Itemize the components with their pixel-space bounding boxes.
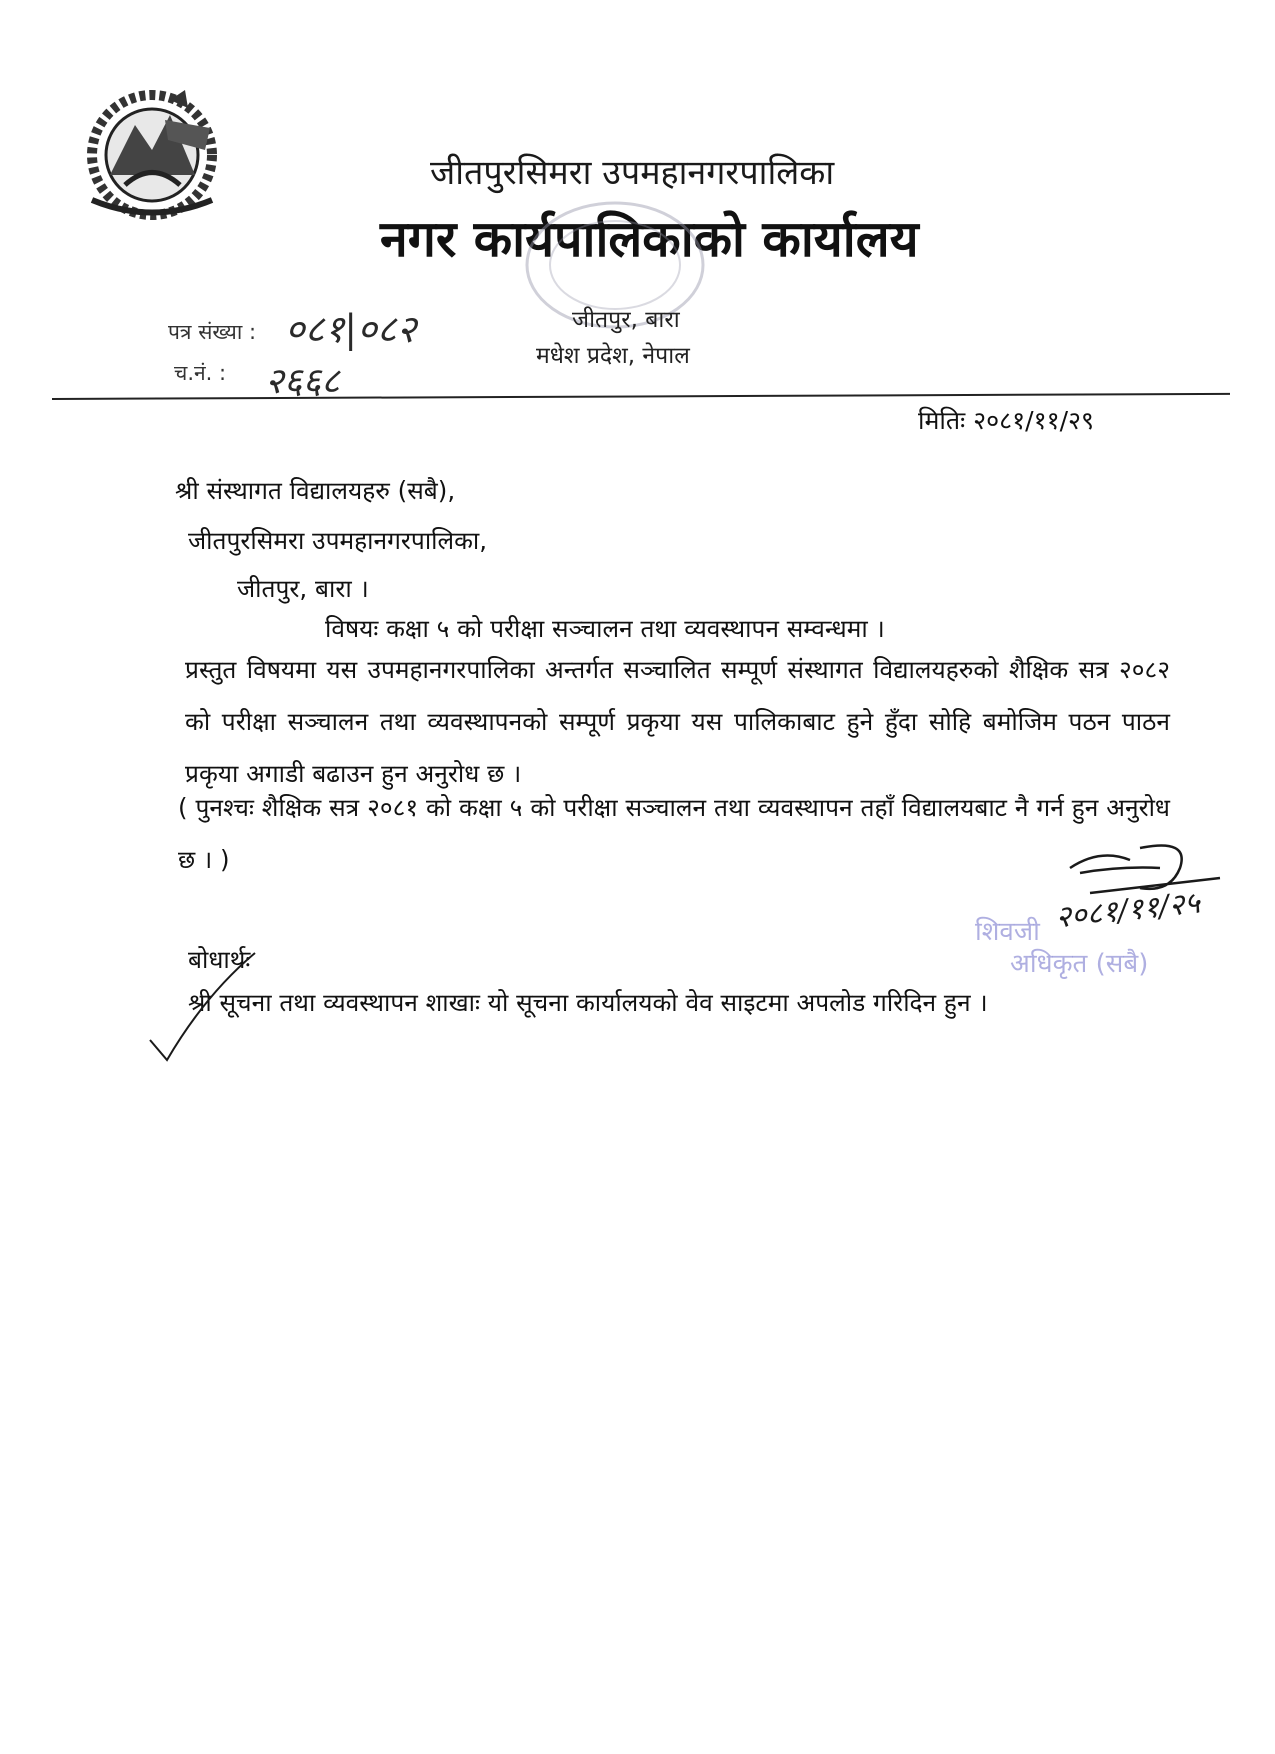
body-paragraph-1: प्रस्तुत विषयमा यस उपमहानगरपालिका अन्तर्गत सञ्चालित सम्पूर्ण संस्थागत विद्यालयहरुको शैक्षिक सत्र २०८२ को परीक्षा सञ्चालन तथा व्यवस्थापनको सम्पूर्ण प्रकृया यस पालिकाबाट हुने हुँदा सोहि बमोजिम पठन पाठन प्रकृया अगाडी बढाउन हुन अनुरोध छ ।	[185, 655, 1170, 788]
office-title: नगर कार्यपालिकाको कार्यालय	[380, 210, 919, 268]
recipient-line-3: जीतपुर, बारा ।	[237, 574, 369, 603]
signature-stamp-name: शिवजी	[975, 917, 1040, 947]
municipality-name: जीतपुरसिमरा उपमहानगरपालिका	[430, 153, 835, 193]
recipient-line-2: जीतपुरसिमरा उपमहानगरपालिका,	[188, 526, 488, 555]
signature-stamp-title: अधिकृत (सबै)	[1010, 949, 1149, 979]
address-province: मधेश प्रदेश, नेपाल	[536, 343, 690, 369]
letter-number-label: पत्र संख्या :	[168, 320, 257, 344]
checkmark-icon	[145, 945, 275, 1065]
header-divider	[52, 393, 1230, 400]
dispatch-number-label: च.नं. :	[174, 361, 227, 385]
body-paragraph-2: ( पुनश्चः शैक्षिक सत्र २०८१ को कक्षा ५ को परीक्षा सञ्चालन तथा व्यवस्थापन तहाँ विद्यालयबाट नै गर्न हुन अनुरोध छ । )	[178, 793, 1170, 874]
recipient-line-1: श्री संस्थागत विद्यालयहरु (सबै),	[175, 476, 456, 505]
signature-date: २०८१/११/२५	[1053, 885, 1202, 936]
letter-number-value: ०८१|०८२	[285, 307, 417, 351]
dispatch-number-value: २६६८	[265, 361, 340, 402]
subject-line: विषयः कक्षा ५ को परीक्षा सञ्चालन तथा व्यवस्थापन सम्वन्धमा ।	[325, 614, 885, 643]
cc-label: बोधार्थः	[188, 945, 251, 974]
nepal-emblem-icon	[70, 80, 235, 220]
address-city: जीतपुर, बारा	[572, 307, 680, 333]
cc-text: श्री सूचना तथा व्यवस्थापन शाखाः यो सूचना कार्यालयको वेव साइटमा अपलोड गरिदिन हुन ।	[188, 988, 988, 1017]
letter-date: मितिः २०८१/११/२९	[918, 406, 1094, 435]
